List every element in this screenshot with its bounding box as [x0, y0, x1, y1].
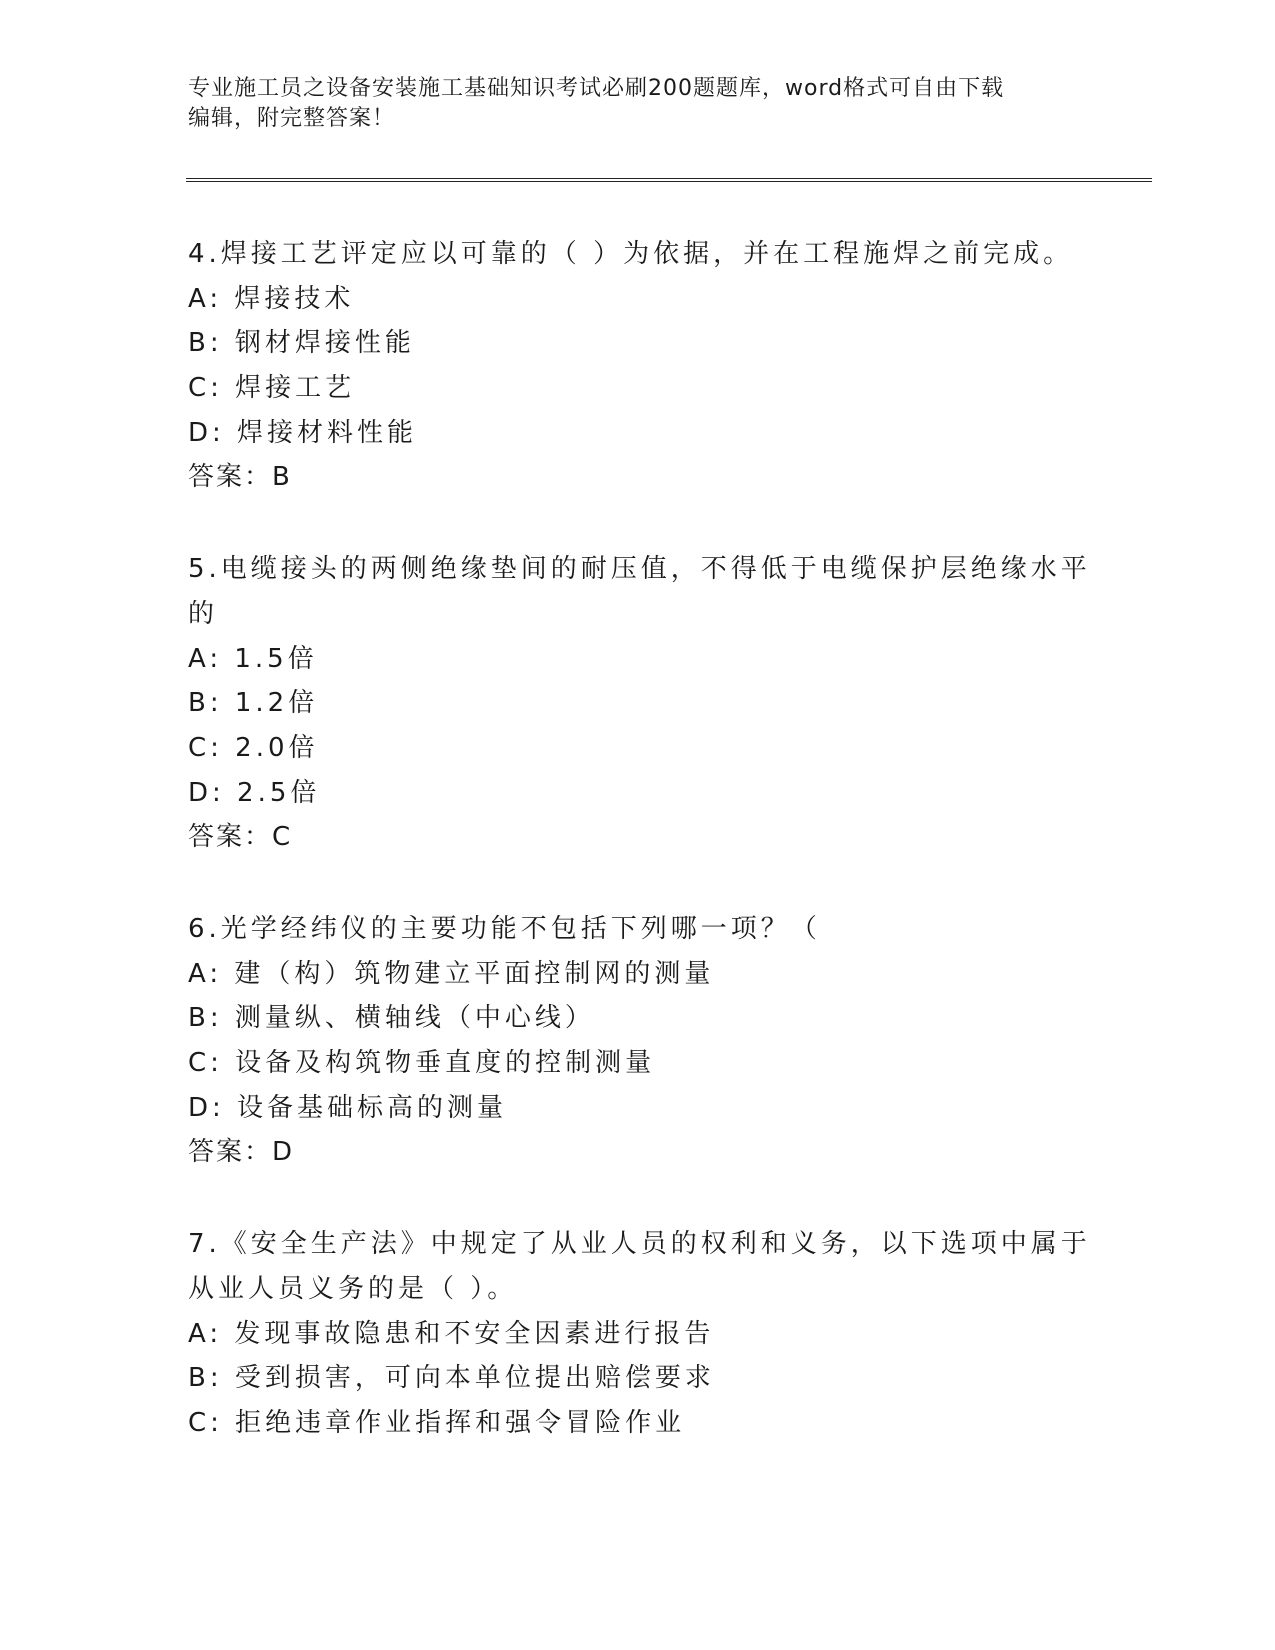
question-7-option-a: A: 发现事故隐患和不安全因素进行报告: [188, 1319, 715, 1349]
question-4-option-d: D: 焊接材料性能: [188, 418, 418, 448]
question-5-stem: 5.电缆接头的两侧绝缘垫间的耐压值，不得低于电缆保护层绝缘水平: [188, 554, 1091, 584]
question-7-option-c: C: 拒绝违章作业指挥和强令冒险作业: [188, 1408, 686, 1438]
question-7-stem: 7.《安全生产法》中规定了从业人员的权利和义务，以下选项中属于: [188, 1229, 1091, 1259]
document-header: [188, 74, 1088, 134]
question-6-option-d: D: 设备基础标高的测量: [188, 1093, 508, 1123]
question-6-option-c: C: 设备及构筑物垂直度的控制测量: [188, 1048, 656, 1078]
question-4-option-a: A: 焊接技术: [188, 284, 355, 314]
question-5-option-b: B: 1.2倍: [188, 688, 319, 718]
question-4-option-b: B: 钢材焊接性能: [188, 328, 415, 358]
question-5-stem-cont: 的: [188, 599, 219, 629]
question-7-option-b: B: 受到损害，可向本单位提出赔偿要求: [188, 1363, 715, 1393]
question-5-option-d: D: 2.5倍: [188, 778, 321, 808]
question-5-option-c: C: 2.0倍: [188, 733, 319, 763]
header-line-2: 编辑，附完整答案！: [188, 106, 396, 131]
question-7-stem-cont: 从业人员义务的是（ ）。: [188, 1274, 518, 1304]
header-divider: [186, 178, 1152, 182]
question-6-option-b: B: 测量纵、横轴线（中心线）: [188, 1003, 595, 1033]
question-5-option-a: A: 1.5倍: [188, 644, 318, 674]
question-4-answer: 答案：B: [188, 462, 292, 492]
header-line-1: 专业施工员之设备安装施工基础知识考试必刷200题题库，word格式可自由下载: [188, 76, 1005, 101]
question-6-option-a: A: 建（构）筑物建立平面控制网的测量: [188, 959, 715, 989]
question-6-stem: 6.光学经纬仪的主要功能不包括下列哪一项？（: [188, 914, 821, 944]
question-5-answer: 答案：C: [188, 822, 293, 852]
question-6-answer: 答案：D: [188, 1137, 295, 1167]
question-4-option-c: C: 焊接工艺: [188, 373, 356, 403]
question-4-stem: 4.焊接工艺评定应以可靠的（ ）为依据，并在工程施焊之前完成。: [188, 239, 1074, 269]
